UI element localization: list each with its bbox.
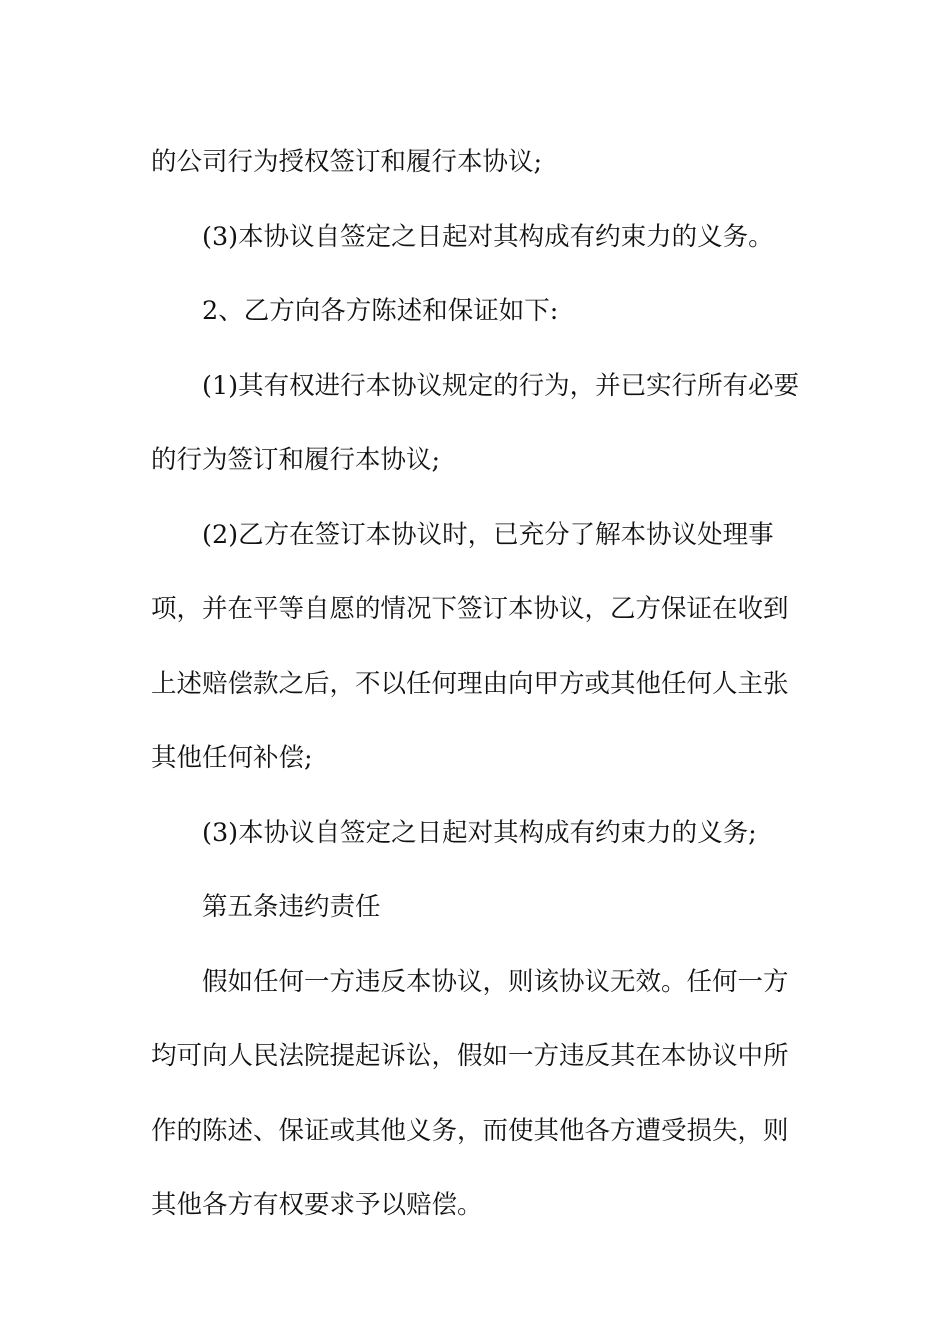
text-line: 其他各方有权要求予以赔偿。: [151, 1190, 483, 1220]
text-line: (2)乙方在签订本协议时，已充分了解本协议处理事: [202, 519, 774, 550]
text-line: 的公司行为授权签订和履行本协议;: [151, 147, 543, 177]
text-line: 的行为签订和履行本协议;: [151, 445, 441, 475]
text-line: 上述赔偿款之后，不以任何理由向甲方或其他任何人主张: [151, 668, 789, 699]
text-line: 作的陈述、保证或其他义务，而使其他各方遭受损失，则: [151, 1115, 789, 1146]
text-line: 假如任何一方违反本协议，则该协议无效。任何一方: [202, 966, 789, 997]
text-line: 2、乙方向各方陈述和保证如下:: [202, 296, 559, 326]
text-line: 均可向人民法院提起诉讼，假如一方违反其在本协议中所: [151, 1041, 789, 1071]
section-heading: 第五条违约责任: [202, 892, 381, 922]
text-line: 项，并在平等自愿的情况下签订本协议，乙方保证在收到: [151, 594, 789, 624]
document-body: [151, 125, 811, 1243]
text-line: (1)其有权进行本协议规定的行为，并已实行所有必要: [202, 370, 800, 401]
text-line: (3)本协议自签定之日起对其构成有约束力的义务;: [202, 817, 757, 848]
text-line: (3)本协议自签定之日起对其构成有约束力的义务。: [202, 221, 774, 252]
text-line: 其他任何补偿;: [151, 743, 313, 773]
